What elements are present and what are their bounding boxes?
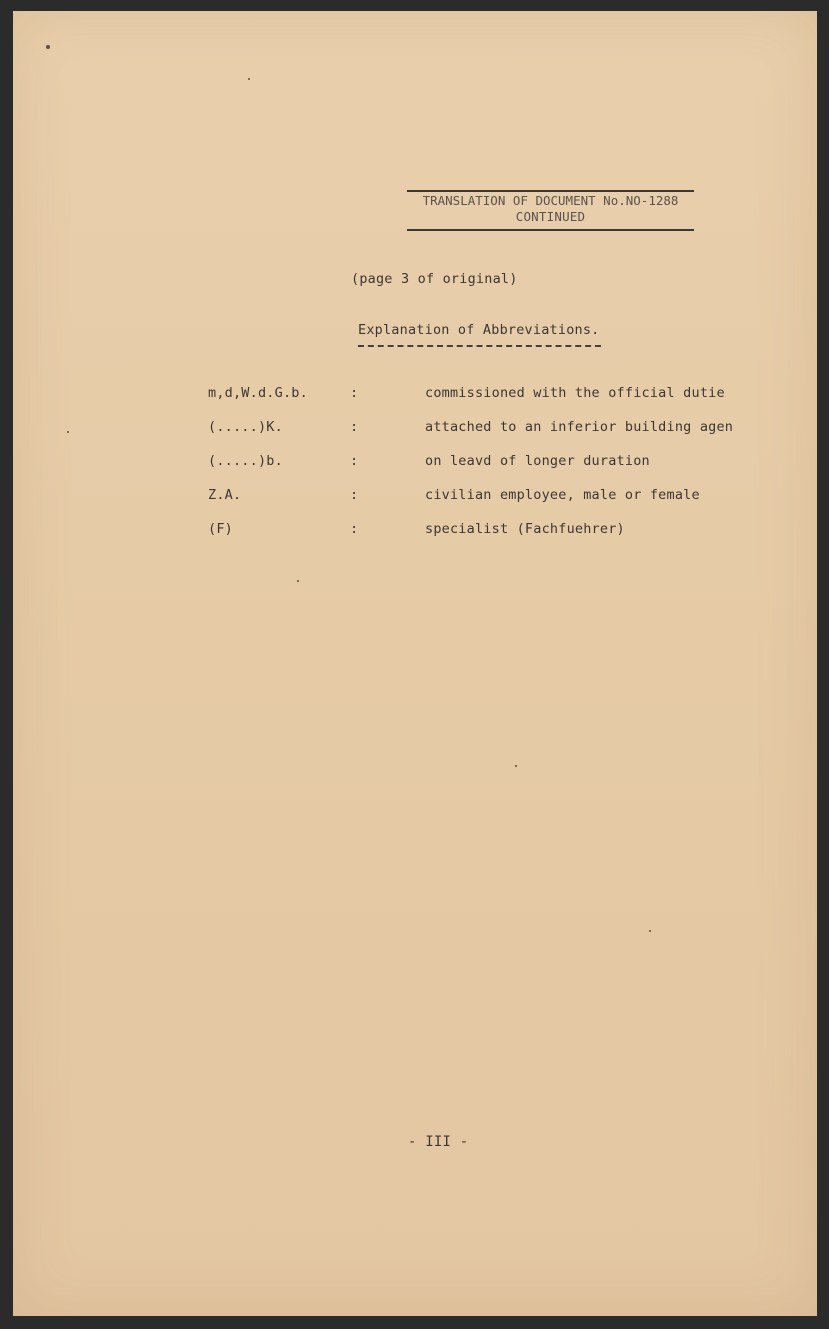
abbreviation-term: (.....)b. (208, 453, 283, 469)
header-continued: CONTINUED (515, 209, 586, 224)
paper-speck (297, 580, 299, 582)
abbreviation-meaning: civilian employee, male or female (425, 487, 700, 503)
paper-speck (649, 930, 651, 932)
header-top-rule (407, 190, 694, 192)
document-page (13, 11, 817, 1316)
paper-speck (248, 78, 250, 80)
abbreviation-term: m,d,W.d.G.b. (208, 385, 308, 401)
document-header (407, 190, 694, 236)
paper-speck (67, 431, 69, 433)
abbreviation-meaning: on leavd of longer duration (425, 453, 650, 469)
header-title: TRANSLATION OF DOCUMENT No.NO-1288 (422, 193, 679, 208)
abbreviation-meaning: attached to an inferior building agen (425, 419, 734, 435)
abbreviation-meaning: specialist (Fachfuehrer) (425, 521, 625, 537)
paper-speck (515, 765, 517, 767)
header-bottom-rule (407, 229, 694, 231)
section-title: Explanation of Abbreviations. (358, 322, 600, 338)
abbreviation-separator: : (350, 521, 359, 537)
abbreviation-separator: : (350, 385, 359, 401)
abbreviation-term: (F) (208, 521, 233, 537)
abbreviation-separator: : (350, 419, 359, 435)
paper-speck (46, 45, 50, 49)
section-title-underline (358, 345, 601, 347)
page-number: - III - (408, 1134, 469, 1150)
abbreviation-term: Z.A. (208, 487, 242, 503)
abbreviation-separator: : (350, 453, 359, 469)
abbreviation-meaning: commissioned with the official dutie (425, 385, 725, 401)
abbreviation-term: (.....)K. (208, 419, 283, 435)
abbreviation-separator: : (350, 487, 359, 503)
page-reference: (page 3 of original) (351, 271, 518, 287)
